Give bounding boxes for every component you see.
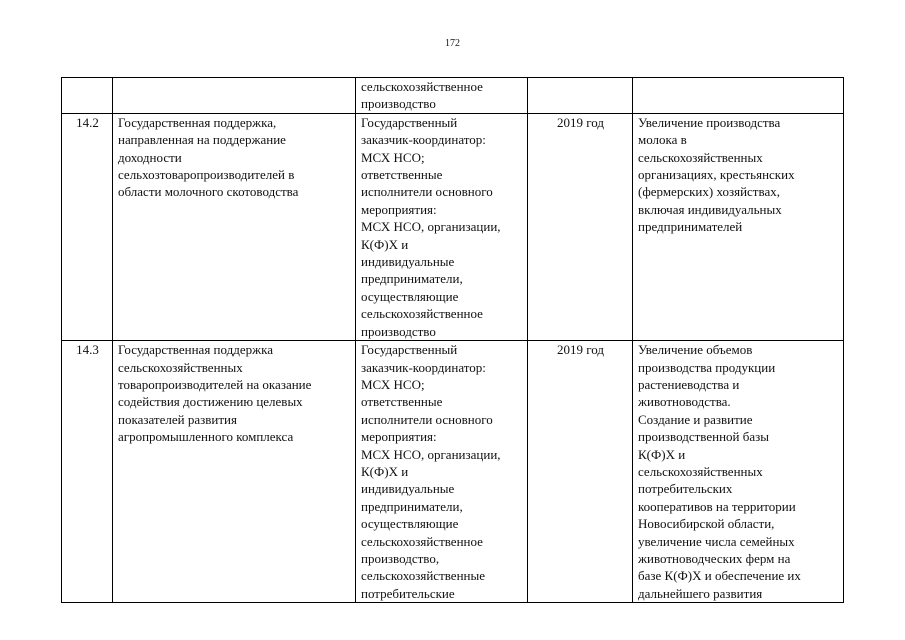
year-cell: 2019 год — [528, 341, 633, 603]
cell-text-line: показателей развития — [118, 411, 237, 427]
cell-text-line: области молочного скотоводства — [118, 184, 299, 200]
cell-text-line: растениеводства и — [638, 376, 740, 392]
cell-text-line: осуществляющие — [361, 516, 459, 532]
cell-text-line: индивидуальные — [361, 481, 455, 497]
cell-text-line: направленная на поддержание — [118, 132, 286, 148]
cell-text-line: заказчик-координатор: — [361, 132, 486, 148]
executor-cell — [356, 341, 528, 603]
cell-text-line: (фермерских) хозяйствах, — [638, 184, 780, 200]
cell-text-line: заказчик-координатор: — [361, 359, 486, 375]
cell-text-line: базе К(Ф)Х и обеспечение их — [638, 568, 801, 584]
cell-text-line: доходности — [118, 149, 182, 165]
cell-text-line: К(Ф)Х и — [638, 446, 686, 462]
cell-text-line: МСХ НСО, организации, — [361, 446, 501, 462]
table-row — [62, 78, 844, 114]
cell-text-line: сельхозтоваропроизводителей в — [118, 167, 295, 183]
cell-text-line: потребительские — [361, 585, 455, 601]
cell-text-line: животноводства. — [638, 394, 731, 410]
cell-text-line: исполнители основного — [361, 184, 493, 200]
cell-text-line: Государственная поддержка — [118, 342, 274, 358]
cell-text-line: индивидуальные — [361, 254, 455, 270]
cell-text-line: Новосибирской области, — [638, 516, 775, 532]
cell-text-line: молока в — [638, 132, 687, 148]
cell-text-line: кооперативов на территории — [638, 498, 796, 514]
cell-text-line: Увеличение производства — [638, 114, 781, 130]
year-cell: 2019 год — [528, 113, 633, 340]
cell-text-line: МСХ НСО; — [361, 149, 425, 165]
cell-text-line: сельскохозяйственных — [638, 149, 763, 165]
table-row — [62, 113, 844, 340]
cell-text-line: сельскохозяйственных — [638, 463, 763, 479]
cell-text-line: К(Ф)Х и — [361, 236, 409, 252]
expected-result-cell — [633, 113, 844, 340]
page-number: 172 — [445, 38, 460, 49]
cell-text-line: Государственный — [361, 114, 458, 130]
cell-text-line: Увеличение объемов — [638, 342, 753, 358]
cell-text-line: включая индивидуальных — [638, 201, 782, 217]
cell-text-line: сельскохозяйственные — [361, 568, 485, 584]
cell-text-line: увеличение числа семейных — [638, 533, 795, 549]
measure-name-cell — [113, 113, 356, 340]
cell-text-line: К(Ф)Х и — [361, 463, 409, 479]
cell-text-line: сельскохозяйственных — [118, 359, 243, 375]
cell-text-line: товаропроизводителей на оказание — [118, 376, 312, 392]
cell-text-line: ответственные — [361, 394, 443, 410]
cell-text-line: Государственная поддержка, — [118, 114, 277, 130]
expected-result-cell — [633, 341, 844, 603]
row-number-cell — [62, 78, 113, 114]
cell-text-line: Создание и развитие — [638, 411, 753, 427]
expected-result-cell — [633, 78, 844, 114]
executor-cell — [356, 78, 528, 114]
cell-text-line: производственной базы — [638, 429, 769, 445]
cell-text-line: производство — [361, 323, 436, 339]
cell-text-line: осуществляющие — [361, 288, 459, 304]
measures-table-body — [62, 78, 844, 603]
cell-text-line: мероприятия: — [361, 429, 437, 445]
cell-text-line: агропромышленного комплекса — [118, 429, 294, 445]
cell-text-line: ответственные — [361, 167, 443, 183]
year-cell — [528, 78, 633, 114]
table-row — [62, 341, 844, 603]
cell-text-line: сельскохозяйственное — [361, 79, 483, 94]
cell-text-line: дальнейшего развития — [638, 585, 763, 601]
cell-text-line: мероприятия: — [361, 201, 437, 217]
cell-text-line: животноводческих ферм на — [638, 550, 791, 566]
cell-text-line: содействия достижению целевых — [118, 394, 303, 410]
cell-text-line: предпринимателей — [638, 219, 743, 235]
measures-table — [61, 77, 844, 603]
cell-text-line: сельскохозяйственное — [361, 306, 483, 322]
row-number-cell: 14.3 — [62, 341, 113, 603]
cell-text-line: сельскохозяйственное — [361, 533, 483, 549]
cell-text-line: потребительских — [638, 481, 733, 497]
cell-text-line: исполнители основного — [361, 411, 493, 427]
cell-text-line: предприниматели, — [361, 271, 463, 287]
row-number-cell: 14.2 — [62, 113, 113, 340]
cell-text-line: производства продукции — [638, 359, 776, 375]
cell-text-line: МСХ НСО, организации, — [361, 219, 501, 235]
cell-text-line: производство — [361, 96, 436, 112]
executor-cell — [356, 113, 528, 340]
cell-text-line: МСХ НСО; — [361, 376, 425, 392]
cell-text-line: предприниматели, — [361, 498, 463, 514]
measure-name-cell — [113, 341, 356, 603]
cell-text-line: организациях, крестьянских — [638, 167, 795, 183]
cell-text-line: производство, — [361, 550, 440, 566]
cell-text-line: Государственный — [361, 342, 458, 358]
measure-name-cell — [113, 78, 356, 114]
